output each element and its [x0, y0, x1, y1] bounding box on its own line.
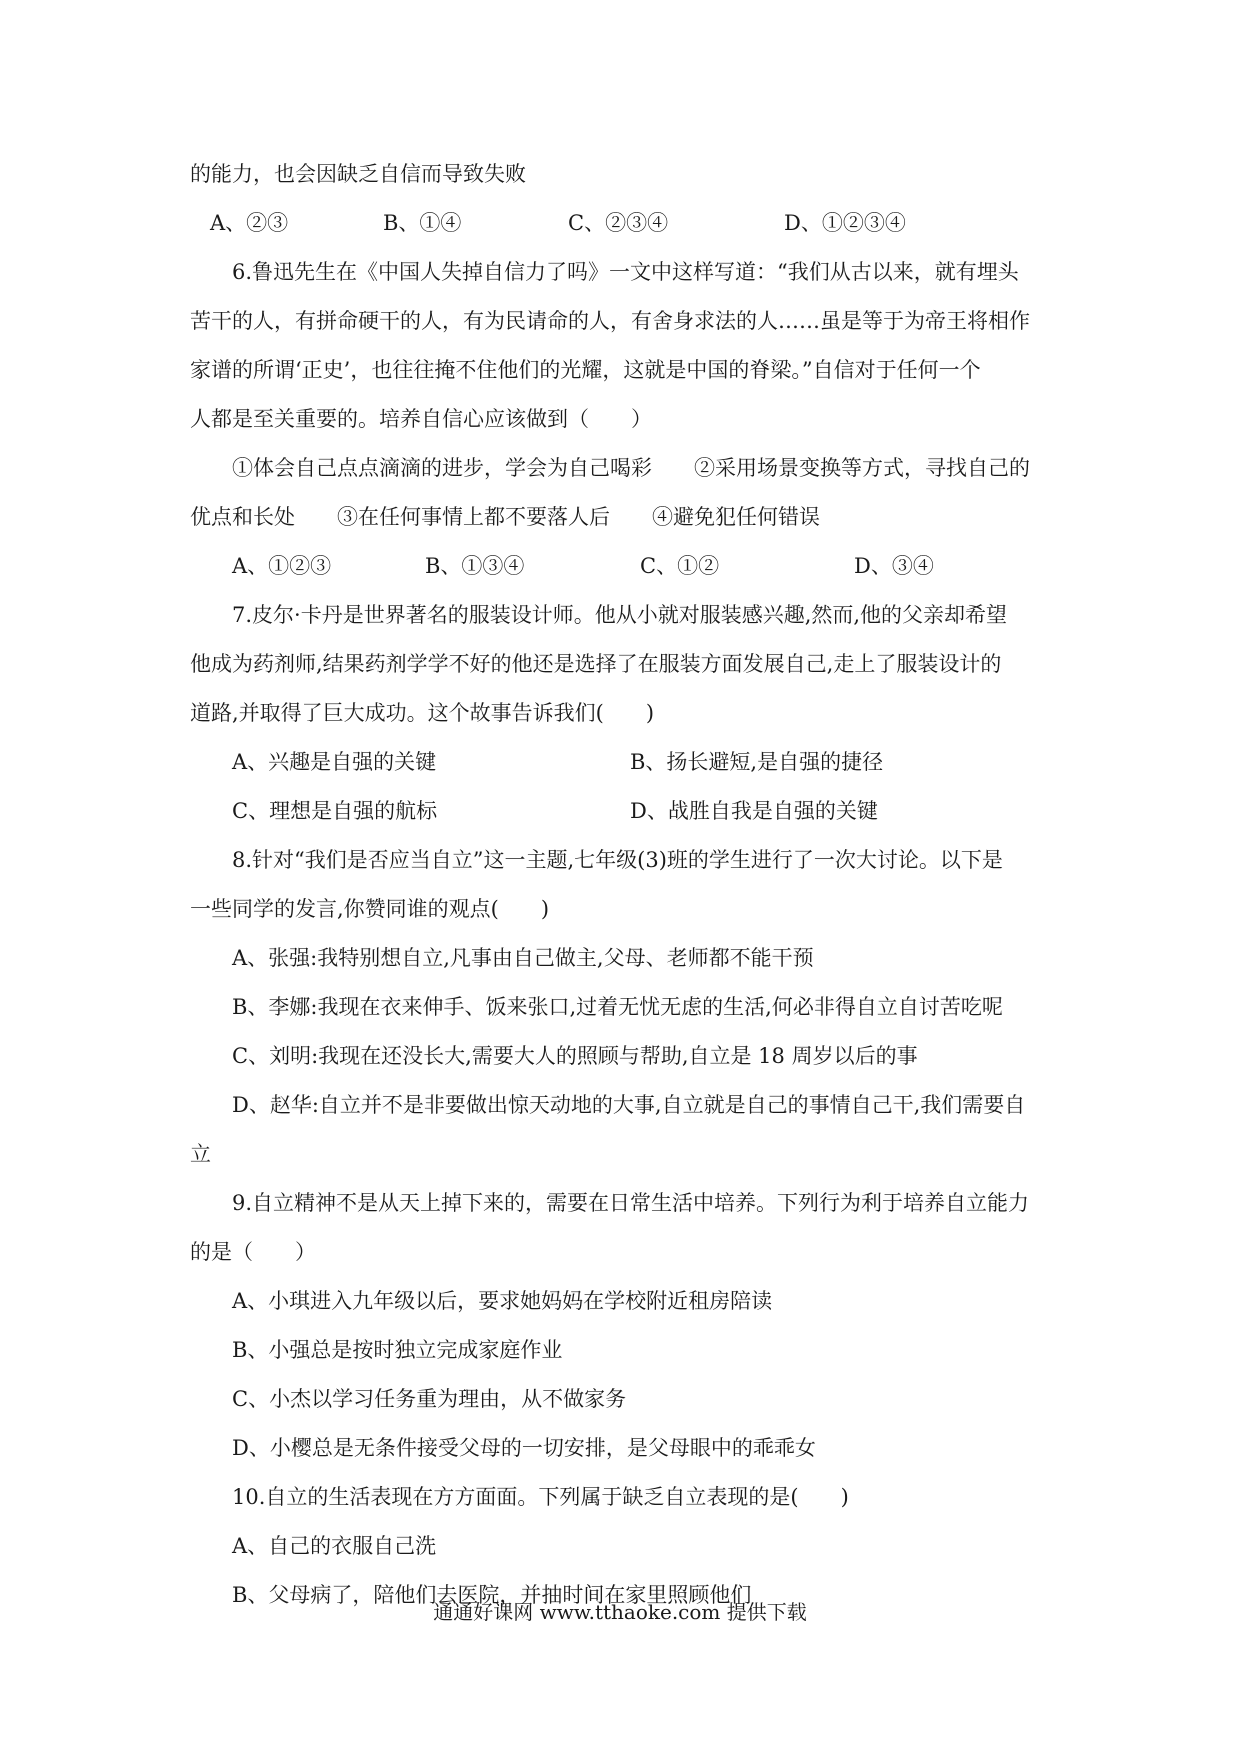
text-line: 的能力，也会因缺乏自信而导致失败 — [190, 162, 526, 186]
q9-option-a: A、小琪进入九年级以后，要求她妈妈在学校附近租房陪读 — [232, 1289, 773, 1313]
q10-stem-1: 10.自立的生活表现在方方面面。下列属于缺乏自立表现的是( ) — [232, 1485, 849, 1509]
q6-option-b: B、①③④ — [425, 554, 525, 578]
q6-stem-2: 苦干的人，有拼命硬干的人，有为民请命的人，有舍身求法的人……虽是等于为帝王将相作 — [190, 309, 1030, 333]
q9-option-c: C、小杰以学习任务重为理由，从不做家务 — [232, 1387, 627, 1411]
q9-stem-2: 的是（ ） — [190, 1240, 316, 1264]
q6-option-c: C、①② — [640, 554, 720, 578]
q6-option-d: D、③④ — [854, 554, 934, 578]
q8-stem-2: 一些同学的发言,你赞同谁的观点( ) — [190, 897, 550, 921]
q8-stem-1: 8.针对“我们是否应当自立”这一主题,七年级(3)班的学生进行了一次大讨论。以下是 — [232, 848, 1003, 872]
q8-option-c: C、刘明:我现在还没长大,需要大人的照顾与帮助,自立是 18 周岁以后的事 — [232, 1044, 918, 1068]
q7-option-b: B、扬长避短,是自强的捷径 — [630, 750, 884, 774]
q10-option-a: A、自己的衣服自己洗 — [232, 1534, 437, 1558]
q5-option-c: C、②③④ — [568, 211, 669, 235]
q6-stem-3: 家谱的所谓‘正史’，也往往掩不住他们的光耀，这就是中国的脊梁。”自信对于任何一个 — [190, 358, 981, 382]
q9-option-d: D、小樱总是无条件接受父母的一切安排，是父母眼中的乖乖女 — [232, 1436, 816, 1460]
q5-option-b: B、①④ — [383, 211, 462, 235]
q7-stem-3: 道路,并取得了巨大成功。这个故事告诉我们( ) — [190, 701, 655, 725]
q8-option-d-1: D、赵华:自立并不是非要做出惊天动地的大事,自立就是自己的事情自己干,我们需要自 — [232, 1093, 1026, 1117]
q8-option-a: A、张强:我特别想自立,凡事由自己做主,父母、老师都不能干预 — [232, 946, 814, 970]
q6-option-a: A、①②③ — [232, 554, 332, 578]
q8-option-b: B、李娜:我现在衣来伸手、饭来张口,过着无忧无虑的生活,何必非得自立自讨苦吃呢 — [232, 995, 1003, 1019]
q5-option-a: A、②③ — [210, 211, 289, 235]
q7-options-row-2 — [190, 787, 1060, 836]
q7-option-d: D、战胜自我是自强的关键 — [630, 799, 878, 823]
q9-stem-1: 9.自立精神不是从天上掉下来的，需要在日常生活中培养。下列行为利于培养自立能力 — [232, 1191, 1030, 1215]
q7-option-c: C、理想是自强的航标 — [232, 799, 438, 823]
q7-stem-1: 7.皮尔·卡丹是世界著名的服装设计师。他从小就对服装感兴趣,然而,他的父亲却希望 — [232, 603, 1008, 627]
q7-option-a: A、兴趣是自强的关键 — [232, 750, 437, 774]
exam-page — [190, 150, 1060, 1620]
q7-options-row-1 — [190, 738, 1060, 787]
q8-option-d-2: 立 — [190, 1142, 211, 1166]
q6-options — [190, 542, 1060, 591]
q6-items-2: 优点和长处 ③在任何事情上都不要落人后 ④避免犯任何错误 — [190, 505, 820, 529]
q7-stem-2: 他成为药剂师,结果药剂学学不好的他还是选择了在服装方面发展自己,走上了服装设计的 — [190, 652, 1002, 676]
page-footer: 通通好课网 www.tthaoke.com 提供下载 — [433, 1600, 807, 1624]
q6-stem-1: 6.鲁迅先生在《中国人失掉自信力了吗》一文中这样写道：“我们从古以来，就有埋头 — [232, 260, 1019, 284]
q6-items-1: ①体会自己点点滴滴的进步，学会为自己喝彩 ②采用场景变换等方式，寻找自己的 — [232, 456, 1030, 480]
q5-options — [190, 199, 1060, 248]
q10-option-b: B、父母病了，陪他们去医院，并抽时间在家里照顾他们 — [232, 1583, 752, 1607]
q9-option-b: B、小强总是按时独立完成家庭作业 — [232, 1338, 563, 1362]
q6-stem-4: 人都是至关重要的。培养自信心应该做到（ ） — [190, 407, 652, 431]
q5-option-d: D、①②③④ — [784, 211, 906, 235]
